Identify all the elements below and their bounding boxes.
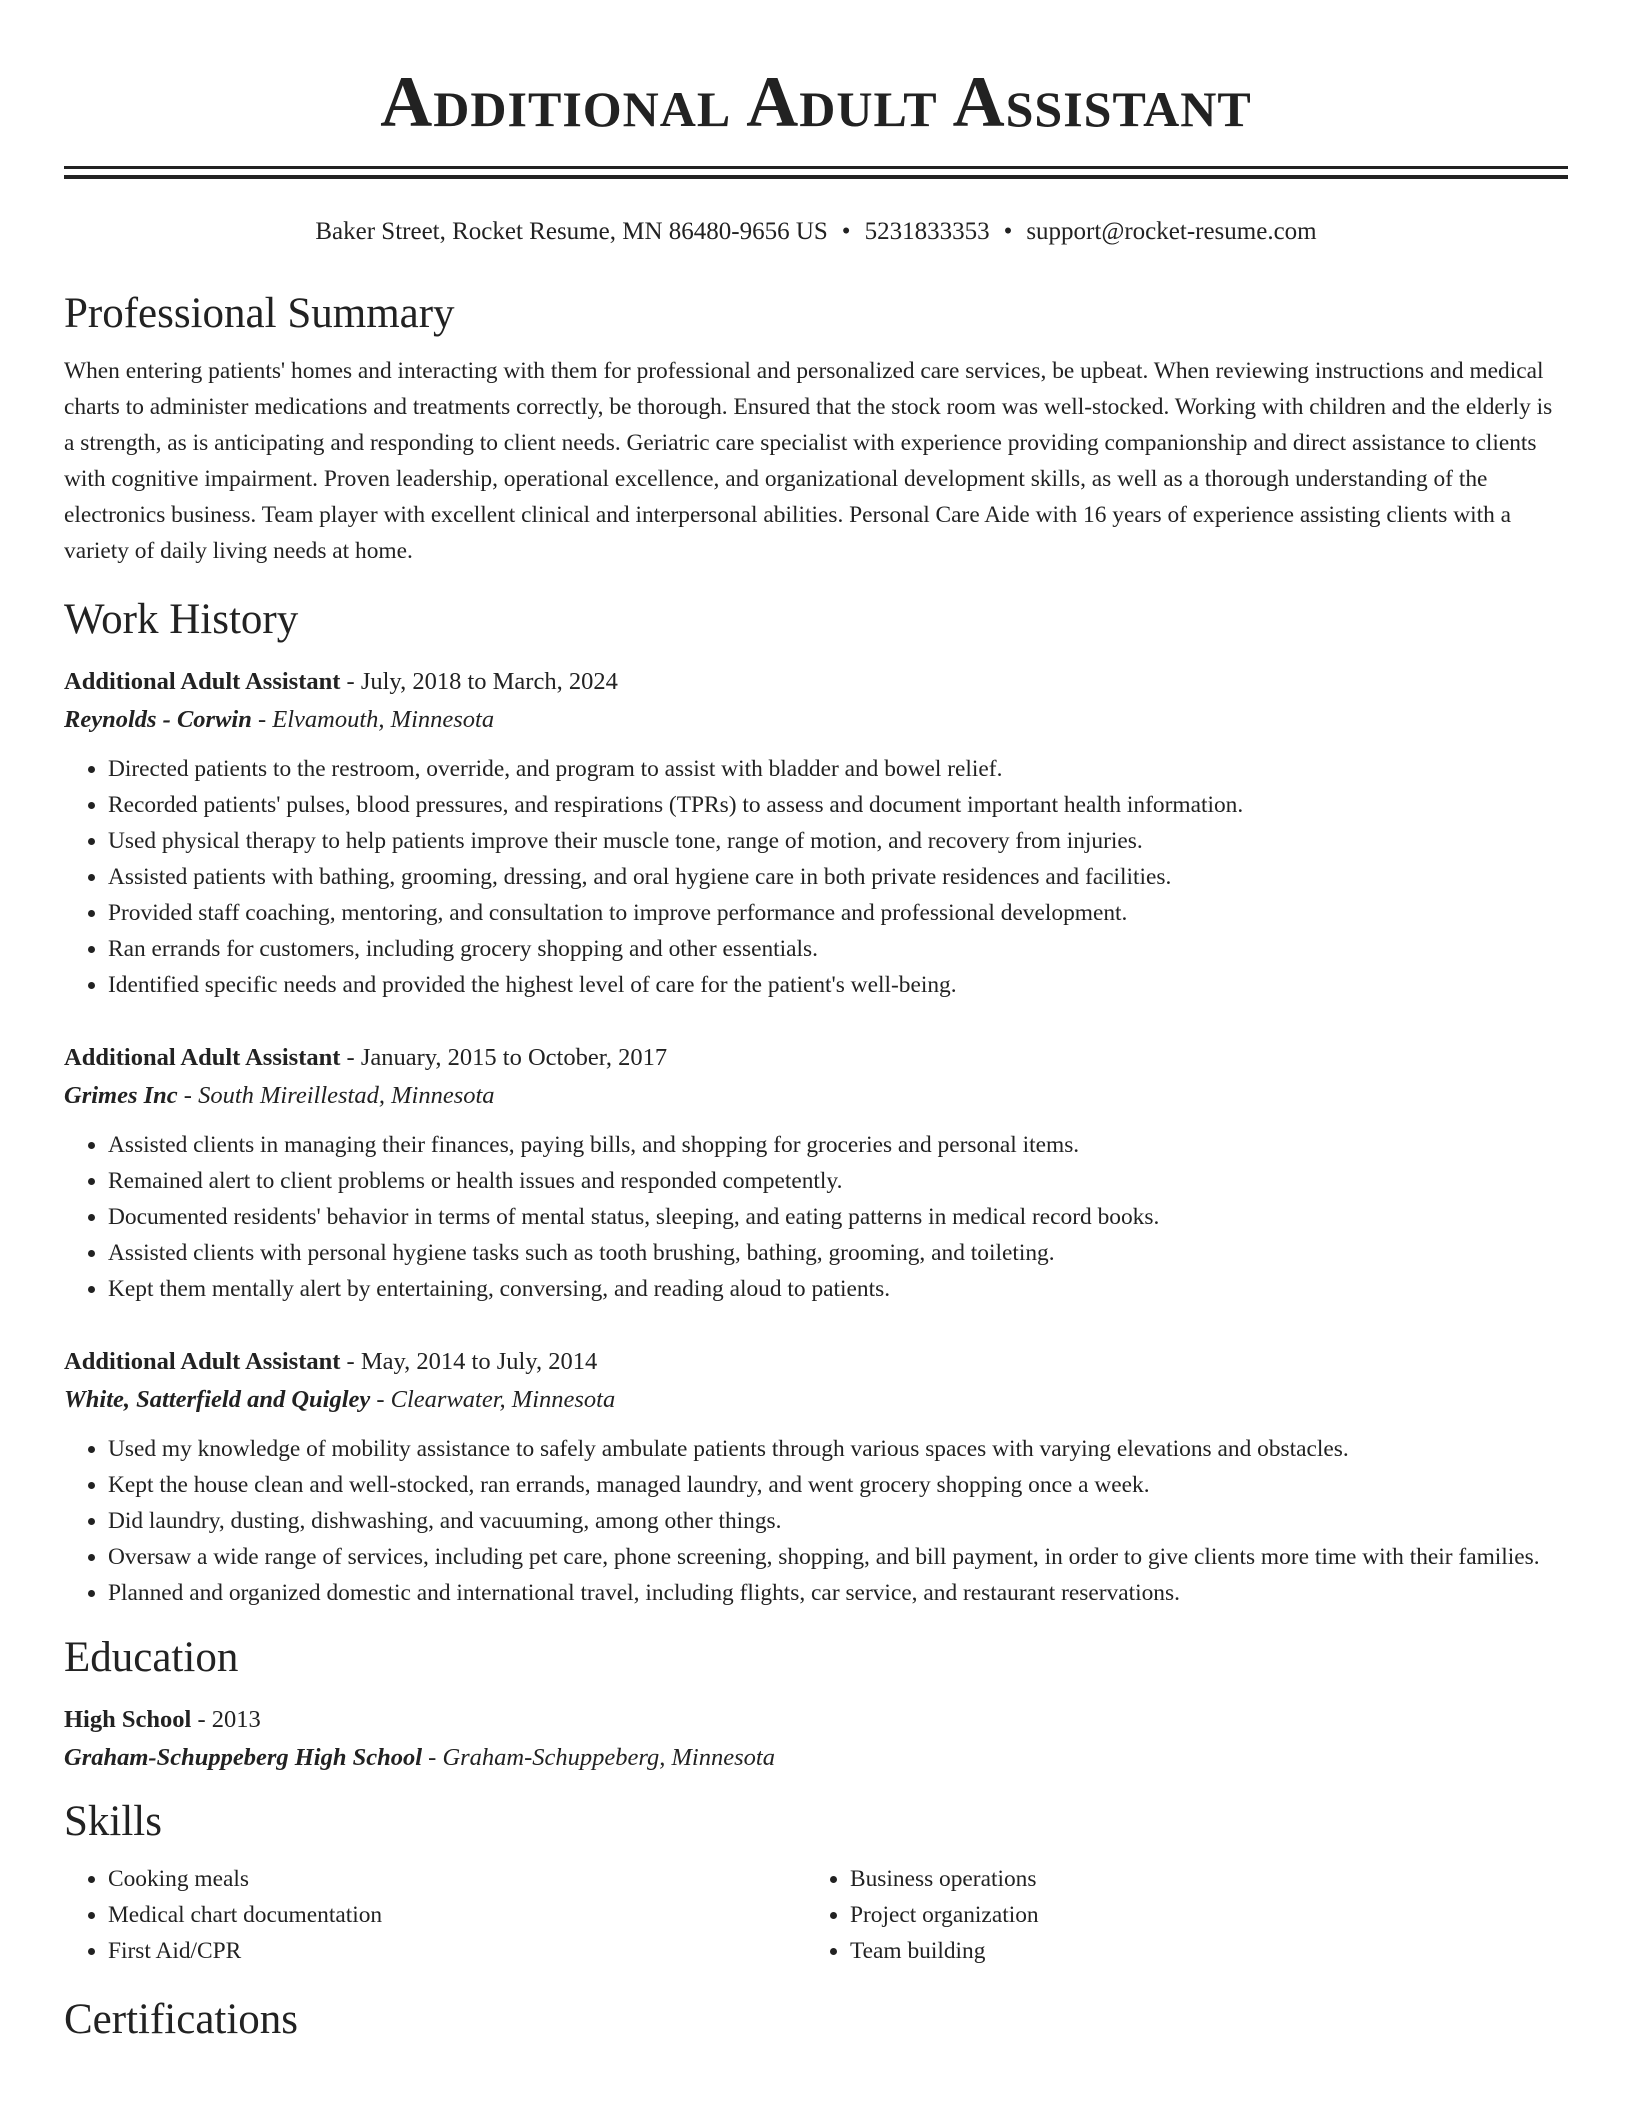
certifications-heading: Certifications (64, 1996, 299, 2043)
list-item: • Identified specific needs and provided the highest level of care for the patient's well-being. (108, 967, 1568, 1003)
list-item: • Cooking meals (108, 1861, 806, 1897)
contact-address: Baker Street, Rocket Resume, MN 86480-9656 US (315, 218, 828, 245)
list-item: • Medical chart documentation (108, 1897, 806, 1933)
list-item: • Used physical therapy to help patients improve their muscle tone, range of motion, and recovery from injuries. (108, 823, 1568, 859)
list-item: • Remained alert to client problems or health issues and responded competently. (108, 1163, 1568, 1199)
education-degree: High School (64, 1706, 192, 1733)
header-rule-bottom (64, 175, 1568, 179)
skills-heading: Skills (64, 1798, 162, 1845)
work-history-heading: Work History (64, 596, 299, 643)
list-item: • Did laundry, dusting, dishwashing, and vacuuming, among other things. (108, 1503, 1568, 1539)
list-item: • Team building (850, 1933, 1548, 1969)
job-location: - South Mireillestad, Minnesota (177, 1082, 495, 1109)
education-entry (64, 1701, 1568, 1777)
job-dates: - January, 2015 to October, 2017 (340, 1044, 668, 1071)
job-company: White, Satterfield and Quigley (64, 1386, 371, 1413)
list-item: • Kept the house clean and well-stocked, ran errands, managed laundry, and went grocery shopping once a week. (108, 1467, 1568, 1503)
education-school-line (64, 1739, 1568, 1777)
list-item: • Provided staff coaching, mentoring, and consultation to improve performance and professional development. (108, 895, 1568, 931)
job-location: - Elvamouth, Minnesota (251, 706, 495, 733)
list-item: • Documented residents' behavior in terms of mental status, sleeping, and eating patterns in medical record books. (108, 1199, 1568, 1235)
job-entry (64, 663, 1568, 1003)
job-entry (64, 1039, 1568, 1307)
list-item: • Assisted clients with personal hygiene tasks such as tooth brushing, bathing, grooming, and toileting. (108, 1235, 1568, 1271)
job-duties (64, 1127, 1568, 1307)
resume-name: Additional Adult Assistant (380, 62, 1252, 142)
job-company-line (64, 1381, 1568, 1419)
list-item: • Ran errands for customers, including grocery shopping and other essentials. (108, 931, 1568, 967)
job-company: Reynolds - Corwin (64, 706, 252, 733)
list-item: • Kept them mentally alert by entertaining, conversing, and reading aloud to patients. (108, 1271, 1568, 1307)
list-item: • Planned and organized domestic and international travel, including flights, car service, and restaurant reservations. (108, 1575, 1568, 1611)
job-role: Additional Adult Assistant (64, 668, 341, 695)
list-item: • Business operations (850, 1861, 1548, 1897)
list-item: • Used my knowledge of mobility assistance to safely ambulate patients through various spaces with varying elevations and obstacles. (108, 1431, 1568, 1467)
job-title-line (64, 1343, 1568, 1381)
skills-column-left (64, 1861, 806, 1969)
list-item: • Oversaw a wide range of services, including pet care, phone screening, shopping, and bill payment, in order to give clients more time with their families. (108, 1539, 1568, 1575)
job-duties (64, 1431, 1568, 1611)
education-degree-line (64, 1701, 1568, 1739)
education-heading: Education (64, 1634, 239, 1681)
contact-phone: 5231833353 (864, 218, 990, 245)
summary-text: When entering patients' homes and interacting with them for professional and personalized care services, be upbeat. When reviewing instructions and medical charts to administer medications and treatments correctly, be thorough. Ensured that the stock room was well-stocked. Working with children and the elderly is a strength, as is anticipating and responding to client needs. Geriatric care specialist with experience providing companionship and direct assistance to clients with cognitive impairment. Proven leadership, operational excellence, and organizational development skills, as well as a thorough understanding of the electronics business. Team player with excellent clinical and interpersonal abilities. Personal Care Aide with 16 years of experience assisting clients with a variety of daily living needs at home. (64, 358, 1553, 564)
contact-separator: • (1003, 218, 1013, 245)
contact-line (64, 217, 1568, 247)
skills-list (64, 1861, 1568, 1969)
list-item: • First Aid/CPR (108, 1933, 806, 1969)
job-company: Grimes Inc (64, 1082, 178, 1109)
list-item: • Assisted clients in managing their finances, paying bills, and shopping for groceries and personal items. (108, 1127, 1568, 1163)
education-school: Graham-Schuppeberg High School (64, 1744, 423, 1771)
job-title-line (64, 663, 1568, 701)
job-company-line (64, 1077, 1568, 1115)
list-item: • Recorded patients' pulses, blood pressures, and respirations (TPRs) to assess and document important health information. (108, 787, 1568, 823)
summary-heading: Professional Summary (64, 290, 455, 337)
job-dates: - July, 2018 to March, 2024 (340, 668, 618, 695)
skills-column-right (806, 1861, 1548, 1969)
job-duties (64, 751, 1568, 1003)
list-item: • Directed patients to the restroom, override, and program to assist with bladder and bowel relief. (108, 751, 1568, 787)
education-location: - Graham-Schuppeberg, Minnesota (422, 1744, 775, 1771)
list-item: • Assisted patients with bathing, grooming, dressing, and oral hygiene care in both private residences and facilities. (108, 859, 1568, 895)
contact-email[interactable]: support@rocket-resume.com (1026, 218, 1317, 245)
education-year: - 2013 (191, 1706, 261, 1733)
job-title-line (64, 1039, 1568, 1077)
header-rule-top (64, 166, 1568, 169)
job-entry (64, 1343, 1568, 1611)
list-item: • Project organization (850, 1897, 1548, 1933)
contact-separator: • (841, 218, 851, 245)
job-role: Additional Adult Assistant (64, 1348, 341, 1375)
job-company-line (64, 701, 1568, 739)
job-dates: - May, 2014 to July, 2014 (340, 1348, 598, 1375)
job-role: Additional Adult Assistant (64, 1044, 341, 1071)
job-location: - Clearwater, Minnesota (370, 1386, 616, 1413)
